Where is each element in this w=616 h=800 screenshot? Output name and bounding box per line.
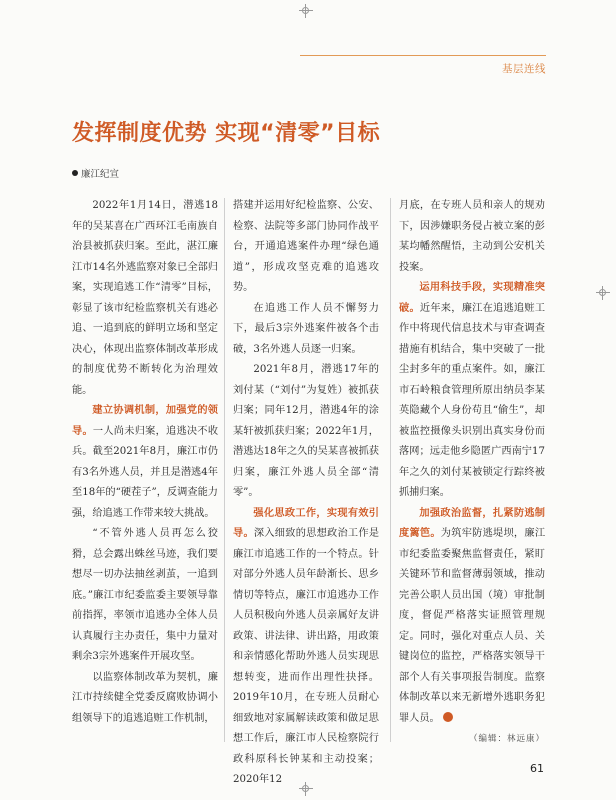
paragraph-lead: 强化思政工作，实现有效引导。 (233, 507, 379, 539)
paragraph: “不管外逃人员再怎么狡猾，总会露出蛛丝马迹，我们要想尽一切办法抽丝剥茧，一追到底。”廉江市纪委监委主要领导靠前指挥，率领市追逃办全体人员认真履行主办责任，集中力量对剩余3宗外逃案件开展攻坚。 (72, 528, 218, 662)
byline (72, 166, 119, 180)
paragraph (233, 504, 379, 791)
registration-mark-right-icon (596, 286, 610, 300)
paragraph: 在追逃工作人员不懈努力下，最后3宗外逃案件被各个击破，3名外逃人员逐一归案。 (233, 302, 379, 355)
paragraph: 以监察体制改革为契机，廉江市持续健全党委反腐败协调小组领导下的追逃追赃工作机制， (72, 671, 218, 724)
paragraph-body: 深入细致的思想政治工作是廉江市追逃工作的一个特点。针对部分外逃人员年龄渐长、思乡情切等特点，廉江市追逃办工作人员积极向外逃人员亲属好友讲政策、讲法律、讲出路，用政策和亲情感化帮助外逃人员实现思想转变，进而作出理性抉择。2019年10月，在专班人员耐心细致地对家属解读政策和做足思想工作后，廉江市人民检察院行政科原科长钟某和主动投案；2020年12 (233, 528, 380, 785)
paragraph: 搭建并运用好纪检监察、公安、检察、法院等多部门协同作战平台，开通追逃案件办理“绿色通道”，形成攻坚克难的追逃攻势。 (233, 200, 379, 293)
page-number: 61 (530, 762, 544, 775)
bullet-icon (72, 170, 78, 176)
paragraph-body: 一人尚未归案，追逃决不收兵。截至2021年8月，廉江市仍有3名外逃人员，并且是潜逃4年至18年的“硬茬子”，反调查能力强，给追逃工作带来较大挑战。 (72, 425, 219, 519)
section-header-rule (300, 55, 546, 56)
paragraph-lead: 建立协调机制，加强党的领导。 (72, 405, 218, 437)
column-divider (390, 198, 391, 742)
paragraph: 2022年1月14日，潜逃18年的吴某喜在广西环江毛南族自治县被抓获归案。至此，湛江廉江市14名外逃监察对象已全部归案，实现追逃工作“清零”目标，彰显了该市纪检监察机关有逃必追、一追到底的鲜明立场和坚定决心，体现出监察体制改革形成的制度优势不断转化为治理效能。 (72, 200, 218, 396)
paragraph-lead: 加强政治监督，扎紧防逃制度篱笆。 (399, 507, 545, 539)
end-mark-icon (443, 712, 453, 722)
column-divider (224, 198, 225, 742)
paragraph: 2021年8月，潜逃17年的刘付某（“刘付”为复姓）被抓获归案；同年12月，潜逃4年的涂某轩被抓获归案；2022年1月，潜逃达18年之久的吴某喜被抓获归案，廉江外逃人员全部“清零”。 (233, 364, 379, 498)
article-column-2 (233, 196, 379, 791)
paragraph (399, 278, 545, 504)
article-column-3 (399, 196, 545, 750)
article-title: 发挥制度优势 实现“清零”目标 (72, 121, 381, 146)
paragraph-body: 为筑牢防逃堤坝，廉江市纪委监委聚焦监督责任，紧盯关键环节和监督薄弱领域，推动完善公职人员出国（境）审批制度，督促严格落实证照管理规定。同时，强化对重点人员、关键岗位的监控，严格落实领导干部个人有关事项报告制度。监察体制改革以来无新增外逃职务犯罪人员。 (399, 528, 546, 724)
paragraph-body: 近年来，廉江在追逃追赃工作中将现代信息技术与审查调查措施有机结合，集中突破了一批尘封多年的重点案件。如，廉江市石岭粮食管理所原出纳员李某英隐藏个人身份苟且“偷生”，却被监控摄像头识别出真实身份而落网；远走他乡隐匿广西南宁17年之久的刘付某被锁定行踪终被抓捕归案。 (399, 302, 546, 498)
registration-mark-top-icon (299, 4, 313, 18)
paragraph (399, 504, 546, 744)
paragraph: 月底，在专班人员和亲人的规劝下，因涉嫌职务侵占被立案的彭某均幡然醒悟，主动到公安机关投案。 (399, 200, 545, 273)
paragraph (72, 401, 218, 524)
editor-credit: （编辑：林远康） (468, 734, 545, 744)
paragraph-lead: 运用科技手段，实现精准突破。 (399, 282, 545, 314)
article-column-1 (72, 196, 218, 729)
section-label: 基层连线 (502, 63, 546, 75)
byline-author: 廉江纪宣 (81, 169, 120, 180)
